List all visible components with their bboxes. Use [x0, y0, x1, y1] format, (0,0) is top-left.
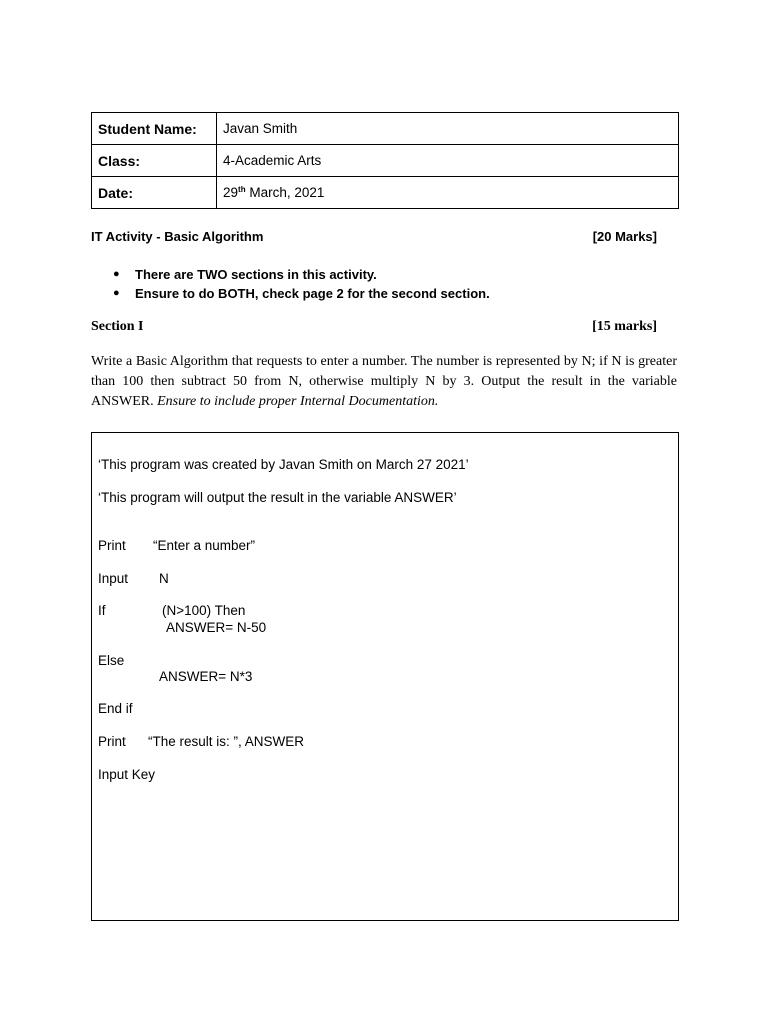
instruction-text: There are TWO sections in this activity. — [135, 267, 377, 282]
section-heading — [91, 319, 657, 335]
list-item — [91, 265, 490, 284]
algorithm-endif-keyword: End if — [98, 701, 133, 716]
date-ordinal-suffix: th — [238, 185, 246, 194]
instructions-list — [91, 265, 490, 303]
activity-title: IT Activity - Basic Algorithm — [91, 229, 264, 244]
algorithm-input-keyword: Input — [98, 571, 129, 586]
table-row — [92, 177, 679, 209]
activity-heading — [91, 229, 657, 244]
activity-marks: [20 Marks] — [592, 229, 657, 244]
student-name-label: Student Name: — [92, 113, 217, 145]
algorithm-print-result: “The result is: ”, ANSWER — [148, 734, 305, 749]
algorithm-comment-author: ‘This program was created by Javan Smith on March 27 2021’ — [98, 457, 469, 472]
algorithm-else-body: ANSWER= N*3 — [159, 669, 253, 684]
date-label: Date: — [92, 177, 217, 209]
section-marks: [15 marks] — [592, 319, 657, 334]
task-prompt-emphasis: Ensure to include proper Internal Documentation. — [157, 394, 439, 409]
algorithm-else-keyword: Else — [98, 653, 125, 668]
algorithm-comment-output: ‘This program will output the result in the variable ANSWER’ — [98, 490, 457, 505]
task-prompt — [91, 352, 677, 412]
table-row — [92, 145, 679, 177]
algorithm-input-key: Input Key — [98, 767, 156, 782]
student-info-table — [91, 112, 679, 209]
algorithm-input-variable: N — [159, 571, 169, 586]
instruction-text: Ensure to do BOTH, check page 2 for the second section. — [135, 286, 490, 301]
student-name-value: Javan Smith — [217, 113, 679, 145]
algorithm-answer-box — [91, 432, 679, 921]
algorithm-if-keyword: If — [98, 603, 106, 618]
algorithm-print-prompt: “Enter a number” — [153, 538, 256, 553]
class-value: 4-Academic Arts — [217, 145, 679, 177]
class-label: Class: — [92, 145, 217, 177]
algorithm-if-body: ANSWER= N-50 — [166, 620, 267, 635]
bullet-icon: ● — [113, 268, 120, 280]
algorithm-print-keyword: Print — [98, 538, 126, 553]
task-prompt-text: Write a Basic Algorithm that requests to enter a number. The number is represented by N; if N is greater than 100 then subtract 50 from N, otherwise multiply N by 3. Output the result in the variable ANSWER. — [91, 354, 677, 409]
section-title: Section I — [91, 319, 144, 334]
table-row — [92, 113, 679, 145]
list-item — [91, 284, 490, 303]
date-value — [217, 177, 679, 209]
algorithm-print-keyword-2: Print — [98, 734, 126, 749]
date-day: 29 — [223, 185, 239, 200]
date-month-year: March, 2021 — [245, 185, 325, 200]
bullet-icon: ● — [113, 287, 120, 299]
algorithm-if-condition: (N>100) Then — [162, 603, 246, 618]
